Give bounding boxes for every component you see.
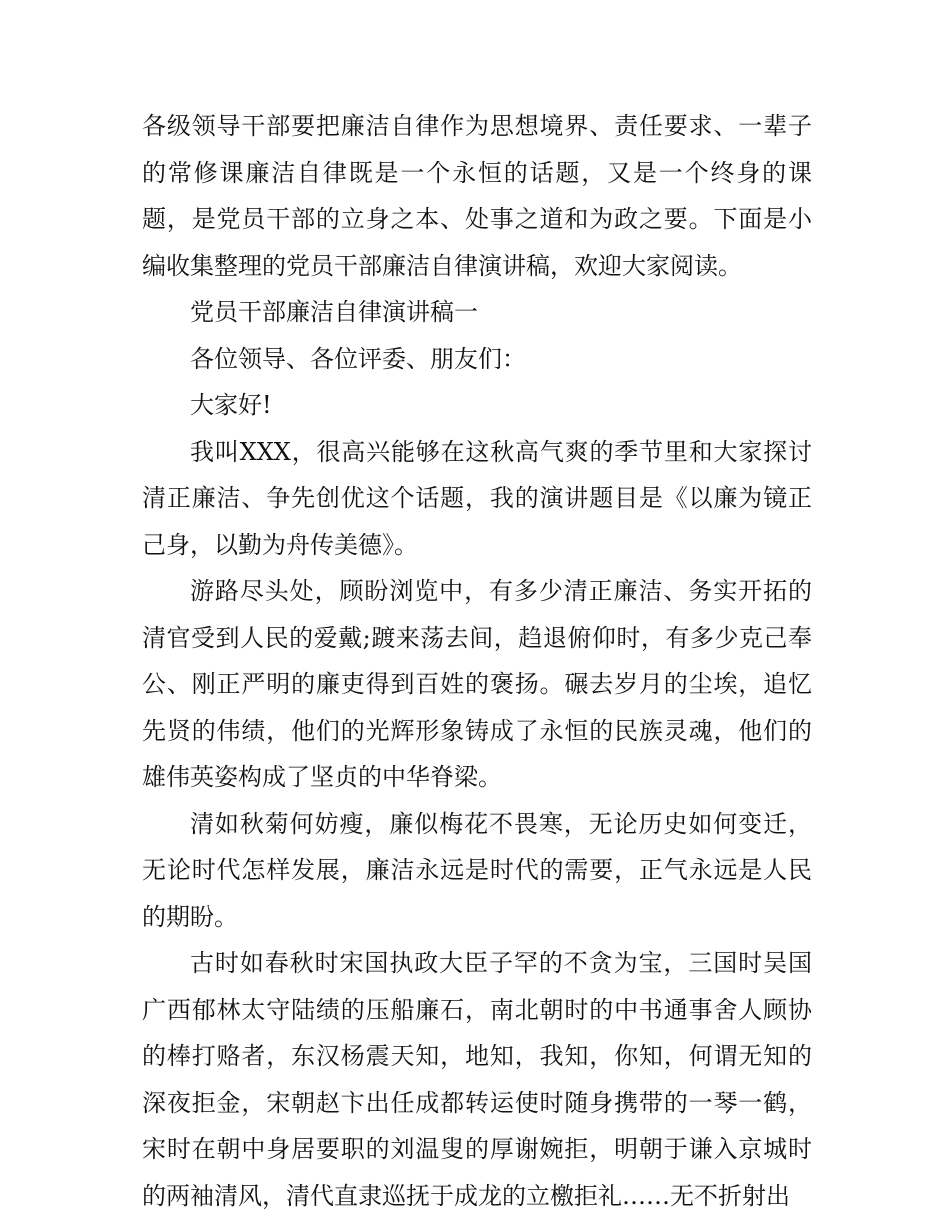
speech-title: 党员干部廉洁自律演讲稿一 bbox=[190, 298, 478, 326]
document-page bbox=[142, 103, 812, 1219]
body-paragraph: 我叫XXX，很高兴能够在这秋高气爽的季节里和大家探讨清正廉洁、争先创优这个话题，我的演讲题目是《以廉为镜正己身，以勤为舟传美德》。 bbox=[142, 437, 812, 559]
body-paragraph: 清如秋菊何妨瘦，廉似梅花不畏寒，无论历史如何变迁，无论时代怎样发展，廉洁永远是时代的需要，正气永远是人民的期盼。 bbox=[142, 809, 812, 931]
body-paragraph: 古时如春秋时宋国执政大臣子罕的不贪为宝，三国时吴国广西郁林太守陆绩的压船廉石，南北朝时的中书通事舍人顾协的棒打赂者，东汉杨震天知，地知，我知，你知，何谓无知的深夜拒金，宋朝赵卞出任成都转运使时随身携带的一琴一鹤，宋时在朝中身居要职的刘温叟的厚谢婉拒，明朝于谦入京城时的两袖清风，清代直隶巡抚于成龙的立檄拒礼……无不折射出 bbox=[142, 949, 812, 1210]
salutation: 各位领导、各位评委、朋友们： bbox=[190, 344, 526, 373]
greeting: 大家好! bbox=[190, 391, 272, 419]
intro-paragraph: 各级领导干部要把廉洁自律作为思想境界、责任要求、一辈子的常修课廉洁自律既是一个永恒的话题，又是一个终身的课题，是党员干部的立身之本、处事之道和为政之要。下面是小编收集整理的党员干部廉洁自律演讲稿，欢迎大家阅读。 bbox=[142, 112, 812, 280]
body-paragraph: 游路尽头处，顾盼浏览中，有多少清正廉洁、务实开拓的清官受到人民的爱戴;踱来荡去间，趋退俯仰时，有多少克己奉公、刚正严明的廉吏得到百姓的褒扬。碾去岁月的尘埃，追忆先贤的伟绩，他们的光辉形象铸成了永恒的民族灵魂，他们的雄伟英姿构成了坚贞的中华脊梁。 bbox=[142, 577, 812, 791]
